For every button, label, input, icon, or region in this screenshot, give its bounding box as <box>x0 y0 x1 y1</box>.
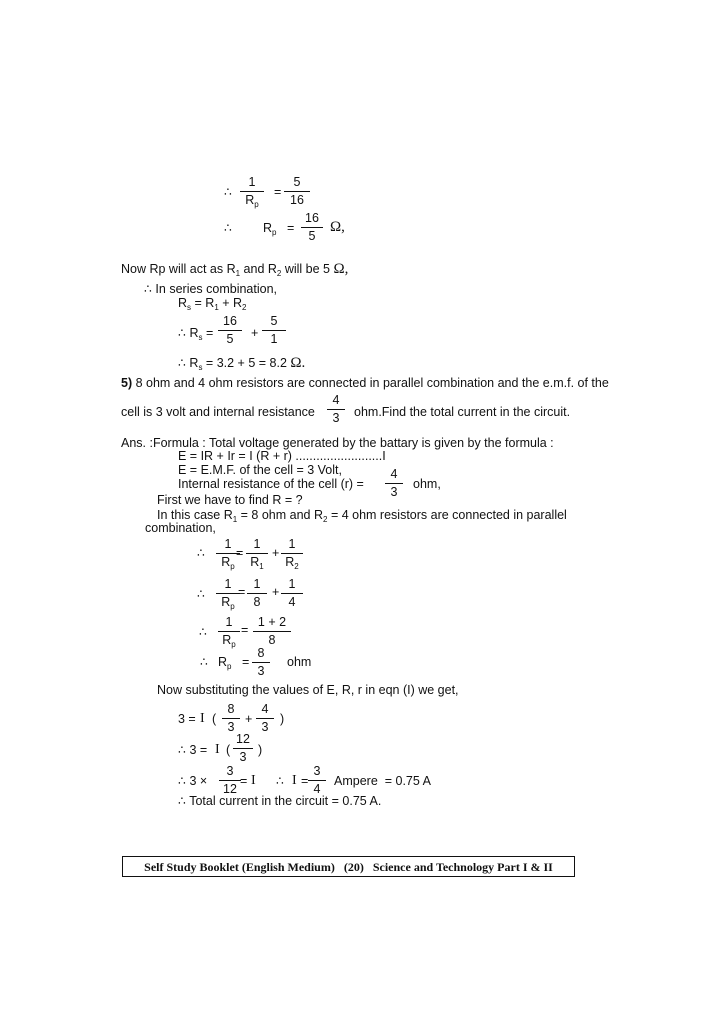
series-result: ∴ $R_s = 3.2 + 5 = 8.2$ Ω. <box>178 355 306 372</box>
current-symbol: I <box>215 742 220 757</box>
therefore-symbol: ∴ <box>197 546 205 560</box>
answer-combination: combination, <box>145 521 216 535</box>
fraction-1-over-4: 1 4 <box>281 578 303 608</box>
equation-label: ∴ 3 = <box>178 743 208 757</box>
fraction-1-over-rp: 1 $R_p$ <box>240 176 264 206</box>
close-paren: ) <box>258 743 263 757</box>
open-paren: ( <box>226 743 231 757</box>
therefore-symbol: ∴ <box>276 774 284 788</box>
plus-sign: + <box>272 546 280 560</box>
fraction-3-over-12: 3 12 <box>219 765 241 795</box>
ohm-unit: ohm <box>287 655 312 669</box>
final-answer: ∴ Total current in the circuit = 0.75 A. <box>178 794 382 808</box>
answer-find-r: First we have to find R = ? <box>157 493 303 507</box>
current-symbol: I <box>200 711 205 726</box>
open-paren: ( <box>212 712 217 726</box>
fraction-8-over-3: 8 3 <box>222 703 240 733</box>
fraction-16-over-5: 16 5 <box>218 315 242 345</box>
current-result: Ampere = 0.75 A <box>334 774 431 788</box>
ohm-unit: Ω, <box>330 219 345 235</box>
therefore-symbol: ∴ <box>224 221 232 235</box>
fraction-4-over-3: 4 3 <box>385 468 403 498</box>
rp-label: $R_p$ <box>218 655 232 671</box>
fraction-1-over-rp: 1 $R_p$ <box>218 616 240 646</box>
therefore-symbol: ∴ <box>197 587 205 601</box>
fraction-3-over-8: 1 + 2 8 <box>253 616 291 646</box>
equation-label: ∴ 3 × <box>178 774 208 788</box>
answer-equation-i: E = IR + Ir = I (R + r) .........................I <box>178 449 386 463</box>
equals-sign: = <box>242 655 250 669</box>
substitution-line: Now substituting the values of E, R, r in eqn (I) we get, <box>157 683 459 697</box>
fraction-5-over-16: 5 16 <box>284 176 310 206</box>
question-5: 5) 8 ohm and 4 ohm resistors are connected in parallel combination and the e.m.f. of the <box>121 376 609 390</box>
equals-sign: = <box>274 185 282 199</box>
plus-sign: + <box>272 585 280 599</box>
answer-emf: E = E.M.F. of the cell = 3 Volt, <box>178 463 342 477</box>
question-5-line2: cell is 3 volt and internal resistance <box>121 405 315 419</box>
equation-label: 3 = <box>178 712 196 726</box>
equals-sign: = <box>240 774 248 788</box>
equals-sign: = <box>287 221 295 235</box>
therefore-symbol: ∴ <box>224 185 232 199</box>
current-symbol: I <box>292 773 297 788</box>
equals-sign: = <box>301 774 309 788</box>
page-footer: Self Study Booklet (English Medium) (20) Science and Technology Part I & II <box>122 856 575 877</box>
answer-formula-line: Ans. :Formula : Total voltage generated by the battary is given by the formula : <box>121 436 554 450</box>
therefore-symbol: ∴ <box>199 625 207 639</box>
fraction-1-over-r2: 1 $R_2$ <box>281 538 303 568</box>
fraction-1-over-r1: 1 $R_1$ <box>246 538 268 568</box>
therefore-symbol: ∴ <box>200 655 208 669</box>
fraction-4-over-3: 4 3 <box>327 394 345 424</box>
series-formula: $R_s = R_1 + R_2$ <box>178 296 247 312</box>
equals-sign: = <box>238 585 246 599</box>
fraction-1-over-rp: 1 $R_p$ <box>216 578 240 608</box>
plus-sign: + <box>245 712 253 726</box>
answer-parallel-line: In this case $R_1 = 8$ ohm and $R_2 = 4$ ohm resistors are connected in parallel <box>157 508 567 524</box>
close-paren: ) <box>280 712 285 726</box>
fraction-1-over-8: 1 8 <box>247 578 267 608</box>
fraction-1-over-rp: 1 $R_p$ <box>216 538 240 568</box>
text-line: ∴ In series combination, <box>144 282 278 296</box>
fraction-16-over-5: 16 5 <box>301 212 323 242</box>
current-symbol: I <box>251 773 256 788</box>
text-line: Now Rp will act as $R_1$ and $R_2$ will be 5 Ω, <box>121 261 349 278</box>
series-equation-label: ∴ $R_s$ = <box>178 326 214 342</box>
fraction-12-over-3: 12 3 <box>233 733 253 763</box>
equals-sign: = <box>236 546 244 560</box>
fraction-4-over-3: 4 3 <box>256 703 274 733</box>
question-5-line2-end: ohm.Find the total current in the circuit. <box>354 405 571 419</box>
fraction-3-over-4: 3 4 <box>308 765 326 795</box>
answer-internal-resistance: Internal resistance of the cell (r) = <box>178 477 364 491</box>
equals-sign: = <box>241 623 249 637</box>
fraction-5-over-1: 5 1 <box>262 315 286 345</box>
plus-sign: + <box>251 326 259 340</box>
rp-label: $R_p$ <box>263 221 277 237</box>
ohm-unit: ohm, <box>413 477 441 491</box>
fraction-8-over-3: 8 3 <box>252 647 270 677</box>
